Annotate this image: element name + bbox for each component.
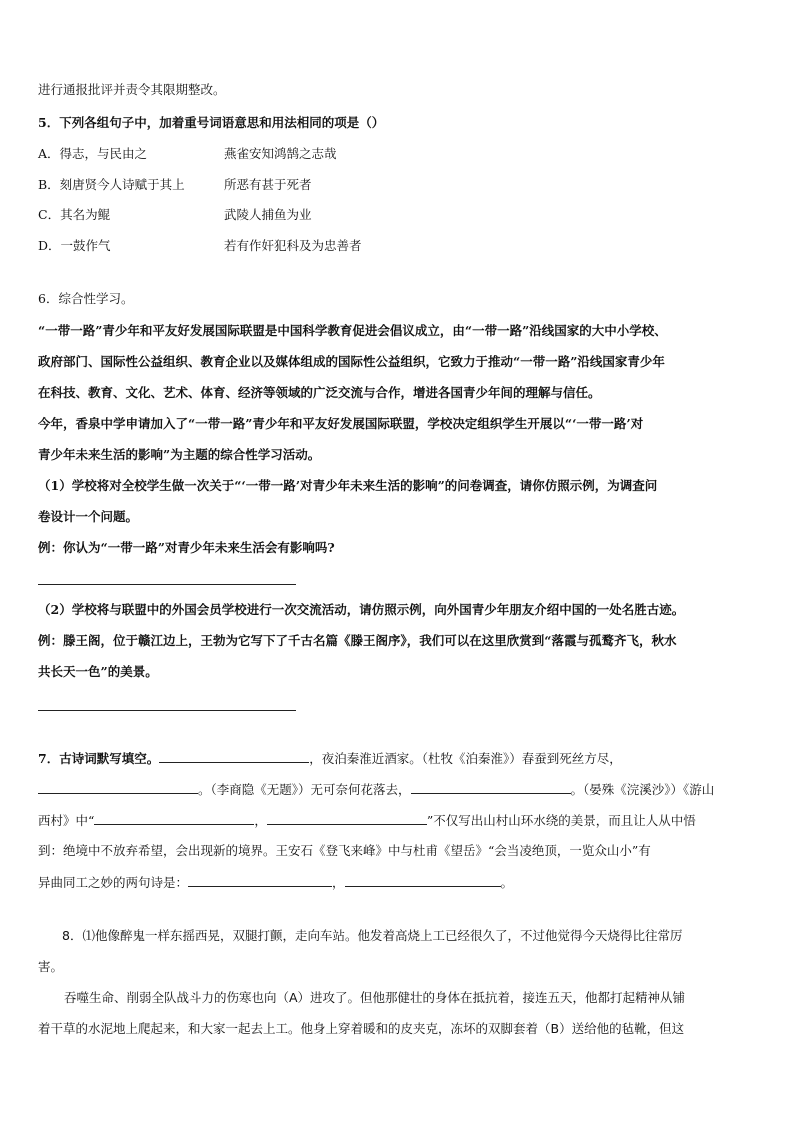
q8-line3: 吞噬生命、削弱全队战斗力的伤寒也向（A）进攻了。但他那健壮的身体在抵抗着，接连五天，他都打起精神从铺: [64, 990, 686, 1005]
q7-line3: [38, 810, 696, 831]
q7-blank-5[interactable]: [267, 810, 427, 825]
q7-blank-4[interactable]: [94, 810, 254, 825]
q6-sub1-line2: 卷设计一个问题。: [38, 509, 139, 524]
q7-line3-text-a: 西村》中“: [38, 813, 95, 828]
q7-blank-7[interactable]: [345, 872, 501, 887]
q6-sub1-example: 例：你认为“一带一路”对青少年未来生活会有影响吗?: [38, 540, 335, 555]
q7-line1-text: ，夜泊秦淮近酒家。（杜牧《泊秦淮》）春蚕到死丝方尽，: [309, 751, 622, 766]
q5-option-c-pair: 武陵人捕鱼为业: [224, 207, 312, 222]
q7-line2-text-a: 。（李商隐《无题》）无可奈何花落去，: [198, 782, 411, 797]
q6-sub1-answer-line[interactable]: [38, 584, 296, 585]
q7-line3-text-c: ”不仅写出山村山环水绕的美景，而且让人从中悟: [426, 813, 696, 828]
q7-line5-text-a: 异曲同工之妙的两句诗是：: [38, 875, 189, 890]
q5-option-b-pair: 所恶有甚于死者: [224, 177, 312, 192]
q7-line5-text-b: ，: [332, 875, 345, 890]
q7-line2: [38, 779, 714, 800]
q7-line3-text-b: ，: [254, 813, 267, 828]
q5-option-a-pair: 燕雀安知鸿鹄之志哉: [224, 146, 337, 161]
q5-option-d: [38, 236, 362, 256]
q5-option-c-label: C．其名为鲲: [38, 207, 111, 222]
q7-line5-text-c: 。: [500, 875, 514, 890]
q8-line2: 害。: [38, 959, 64, 974]
q6-sub2-line1: （2）学校将与联盟中的外国会员学校进行一次交流活动，请仿照示例，向外国青少年朋友介绍中国的一处名胜古迹。: [38, 602, 685, 617]
q7-blank-1[interactable]: [159, 748, 309, 763]
q5-option-d-pair: 若有作奸犯科及为忠善者: [224, 238, 362, 253]
q7-blank-6[interactable]: [188, 872, 332, 887]
q6-sub2-answer-line[interactable]: [38, 710, 296, 711]
q7-line4: 到：绝境中不放弃希望，会出现新的境界。王安石《登飞来峰》中与杜甫《望岳》“会当凌绝顶，一览众山小”有: [38, 843, 651, 858]
q5-option-a: [38, 144, 337, 164]
q7-line1: [38, 748, 622, 769]
q6-stem: 6．综合性学习。: [38, 291, 134, 306]
q6-para2-line1: 今年，香泉中学申请加入了“一带一路”青少年和平友好发展国际联盟，学校决定组织学生开展以“‘一带一路’对: [38, 416, 644, 431]
q6-sub2-line2: 例：滕王阁，位于赣江边上，王勃为它写下了千古名篇《滕王阁序》，我们可以在这里欣赏到“落霞与孤鹜齐飞，秋水: [38, 633, 677, 648]
q5-stem: 5．下列各组句子中，加着重号词语意思和用法相同的项是（）: [38, 115, 385, 130]
q7-line2-text-b: 。（晏殊《浣溪沙》）《游山: [570, 782, 715, 797]
q6-para1-line3: 在科技、教育、文化、艺术、体育、经济等领域的广泛交流与合作，增进各国青少年间的理解与信任。: [38, 385, 601, 400]
q5-option-a-label: A．得志，与民由之: [38, 146, 148, 161]
intro-line: 进行通报批评并责令其限期整改。: [38, 82, 226, 97]
q8-line1: 8．⑴他像醉鬼一样东摇西晃，双腿打颤，走向车站。他发着高烧上工已经很久了，不过他觉得今天烧得比往常厉: [62, 928, 683, 943]
q7-line5: [38, 872, 513, 893]
q6-para1-line2: 政府部门、国际性公益组织、教育企业以及媒体组成的国际性公益组织，它致力于推动“一带一路”沿线国家青少年: [38, 354, 665, 369]
q6-sub2-line3: 共长天一色”的美景。: [38, 664, 158, 679]
q5-option-b: [38, 175, 312, 195]
q7-blank-3[interactable]: [411, 779, 571, 794]
q8-line4: 着干草的水泥地上爬起来，和大家一起去上工。他身上穿着暖和的皮夹克，冻坏的双脚套着（B）送给他的毡靴，但这: [38, 1021, 685, 1036]
q5-option-b-label: B．刻唐贤今人诗赋于其上: [38, 177, 185, 192]
q5-option-c: [38, 205, 312, 225]
q7-stem: 7．古诗词默写填空。: [38, 751, 160, 766]
q6-sub1-line1: （1）学校将对全校学生做一次关于“‘一带一路’对青少年未来生活的影响”的问卷调查，请你仿照示例，为调查问: [38, 478, 658, 493]
q5-option-d-label: D．一鼓作气: [38, 238, 111, 253]
q6-para1-line1: “一带一路”青少年和平友好发展国际联盟是中国科学教育促进会倡议成立，由“一带一路”沿线国家的大中小学校、: [38, 323, 667, 338]
q7-blank-2[interactable]: [38, 779, 198, 794]
q6-para2-line2: 青少年未来生活的影响”为主题的综合性学习活动。: [38, 447, 321, 462]
